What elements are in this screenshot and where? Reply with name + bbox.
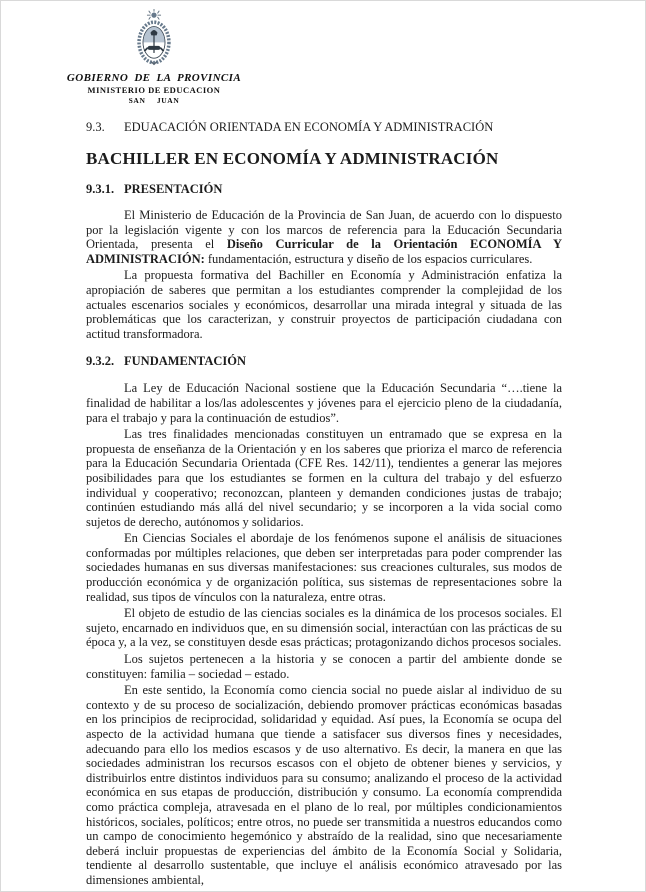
coat-of-arms-icon (54, 9, 254, 67)
section-heading (86, 120, 562, 135)
paragraph (86, 208, 562, 266)
paragraph-text: El Ministerio de Educación de la Provincia de San Juan, de acuerdo con lo dispuesto por la legislación vigente y con los marcos de referencia para la Educación Secundaria Orientada, presenta el (86, 208, 562, 252)
paragraph: En Ciencias Sociales el abordaje de los fenómenos supone el análisis de situaciones conformadas por múltiples relaciones, que deben ser interpretadas para poder comprender las sociedades humanas en sus diversas manifestaciones: sus creaciones culturales, sus modos de producción económica y de organización política, sus sistemas de representaciones sobre la realidad, sus tipos de vínculos con la naturaleza, entre otras. (86, 531, 562, 604)
page-title: BACHILLER EN ECONOMÍA Y ADMINISTRACIÓN (86, 149, 499, 168)
subsection-number: 9.3.2. (86, 354, 115, 369)
subsection-title: PRESENTACIÓN (124, 182, 223, 196)
section-title: EDUACACIÓN ORIENTADA EN ECONOMÍA Y ADMINISTRACIÓN (124, 120, 494, 134)
paragraph: Las tres finalidades mencionadas constituyen un entramado que se expresa en la propuesta de enseñanza de la Orientación y en los saberes que prioriza el marco de referencia para la Educación Secundaria Orientada (CFE Res. 142/11), tendientes a generar las mejores posibilidades para que los estudiantes se formen en la cultura del trabajo y del esfuerzo individual y cooperativo; reconozcan, planteen y demanden condiciones justas de trabajo; continúen estudiando más allá del nivel secundario; y se incorporen a la vida social como sujetos de derecho, autónomos y solidarios. (86, 427, 562, 529)
section-number: 9.3. (86, 120, 105, 134)
presentacion-body (86, 208, 562, 341)
subsection-heading-fundamentacion (86, 354, 562, 369)
fundamentacion-body (86, 381, 562, 887)
subsection-heading-presentacion (86, 182, 562, 197)
paragraph: Los sujetos pertenecen a la historia y se conocen a partir del ambiente donde se constituyen: familia – sociedad – estado. (86, 652, 562, 681)
location-name: SAN JUAN (128, 96, 180, 105)
paragraph: El objeto de estudio de las ciencias sociales es la dinámica de los procesos sociales. El sujeto, encarnado en individuos que, en su dimensión social, interactúan con las prácticas de su época y, a la vez, se constituyen desde esas prácticas; protagonizando dichos procesos sociales. (86, 606, 562, 650)
paragraph: La propuesta formativa del Bachiller en Economía y Administración enfatiza la apropiación de saberes que permitan a los estudiantes comprender la complejidad de los actuales escenarios sociales y económicos, desarrollar una mirada integral y situada de las problemáticas que los caracterizan, y construir proyectos de participación ciudadana con actitud transformadora. (86, 268, 562, 341)
letterhead (54, 9, 254, 105)
paragraph: La Ley de Educación Nacional sostiene que la Educación Secundaria “….tiene la finalidad de habilitar a los/las adolescentes y jóvenes para el ejercicio pleno de la ciudadanía, para el trabajo y para la continuación de estudios”. (86, 381, 562, 425)
ministry-name: MINISTERIO DE EDUCACION (87, 85, 221, 95)
subsection-number: 9.3.1. (86, 182, 115, 196)
paragraph: En este sentido, la Economía como ciencia social no puede aislar al individuo de su contexto y de su proceso de socialización, debiendo promover prácticas económicas basadas en los principios de reciprocidad, solidaridad y equidad. Así pues, la Economía se ocupa del aspecto de la actividad humana que tiende a satisfacer sus diversos fines y necesidades, adecuando para ello los medios escasos y de uso alternativo. Es decir, la manera en que las sociedades administran los recursos escasos con el objeto de obtener bienes y servicios, y distribuirlos entre distintos individuos para su consumo; analizando el proceso de la actividad económica en sus etapas de producción, distribución y consumo. La economía comprendida como práctica compleja, atravesada en el plano de lo real, por múltiples condicionamientos históricos, sociales, políticos; entre otros, no puede ser transmitida a nuestros educandos como un campo de conocimiento hegemónico y abstraído de la realidad, sino que necesariamente deberá incluir propuestas de experiencias del ámbito de la Economía Social y Solidaria, tendiente al desarrollo sustentable, que incluye el análisis económico atravesado por las dimensiones ambiental, (86, 683, 562, 887)
paragraph-text: fundamentación, estructura y diseño de los espacios curriculares. (204, 251, 533, 266)
paragraph-bold-text: Diseño Curricular de la Orientación ECONOMÍA Y ADMINISTRACIÓN: (86, 237, 562, 266)
subsection-title: FUNDAMENTACIÓN (124, 354, 246, 369)
government-name: GOBIERNO DE LA PROVINCIA (66, 72, 242, 84)
